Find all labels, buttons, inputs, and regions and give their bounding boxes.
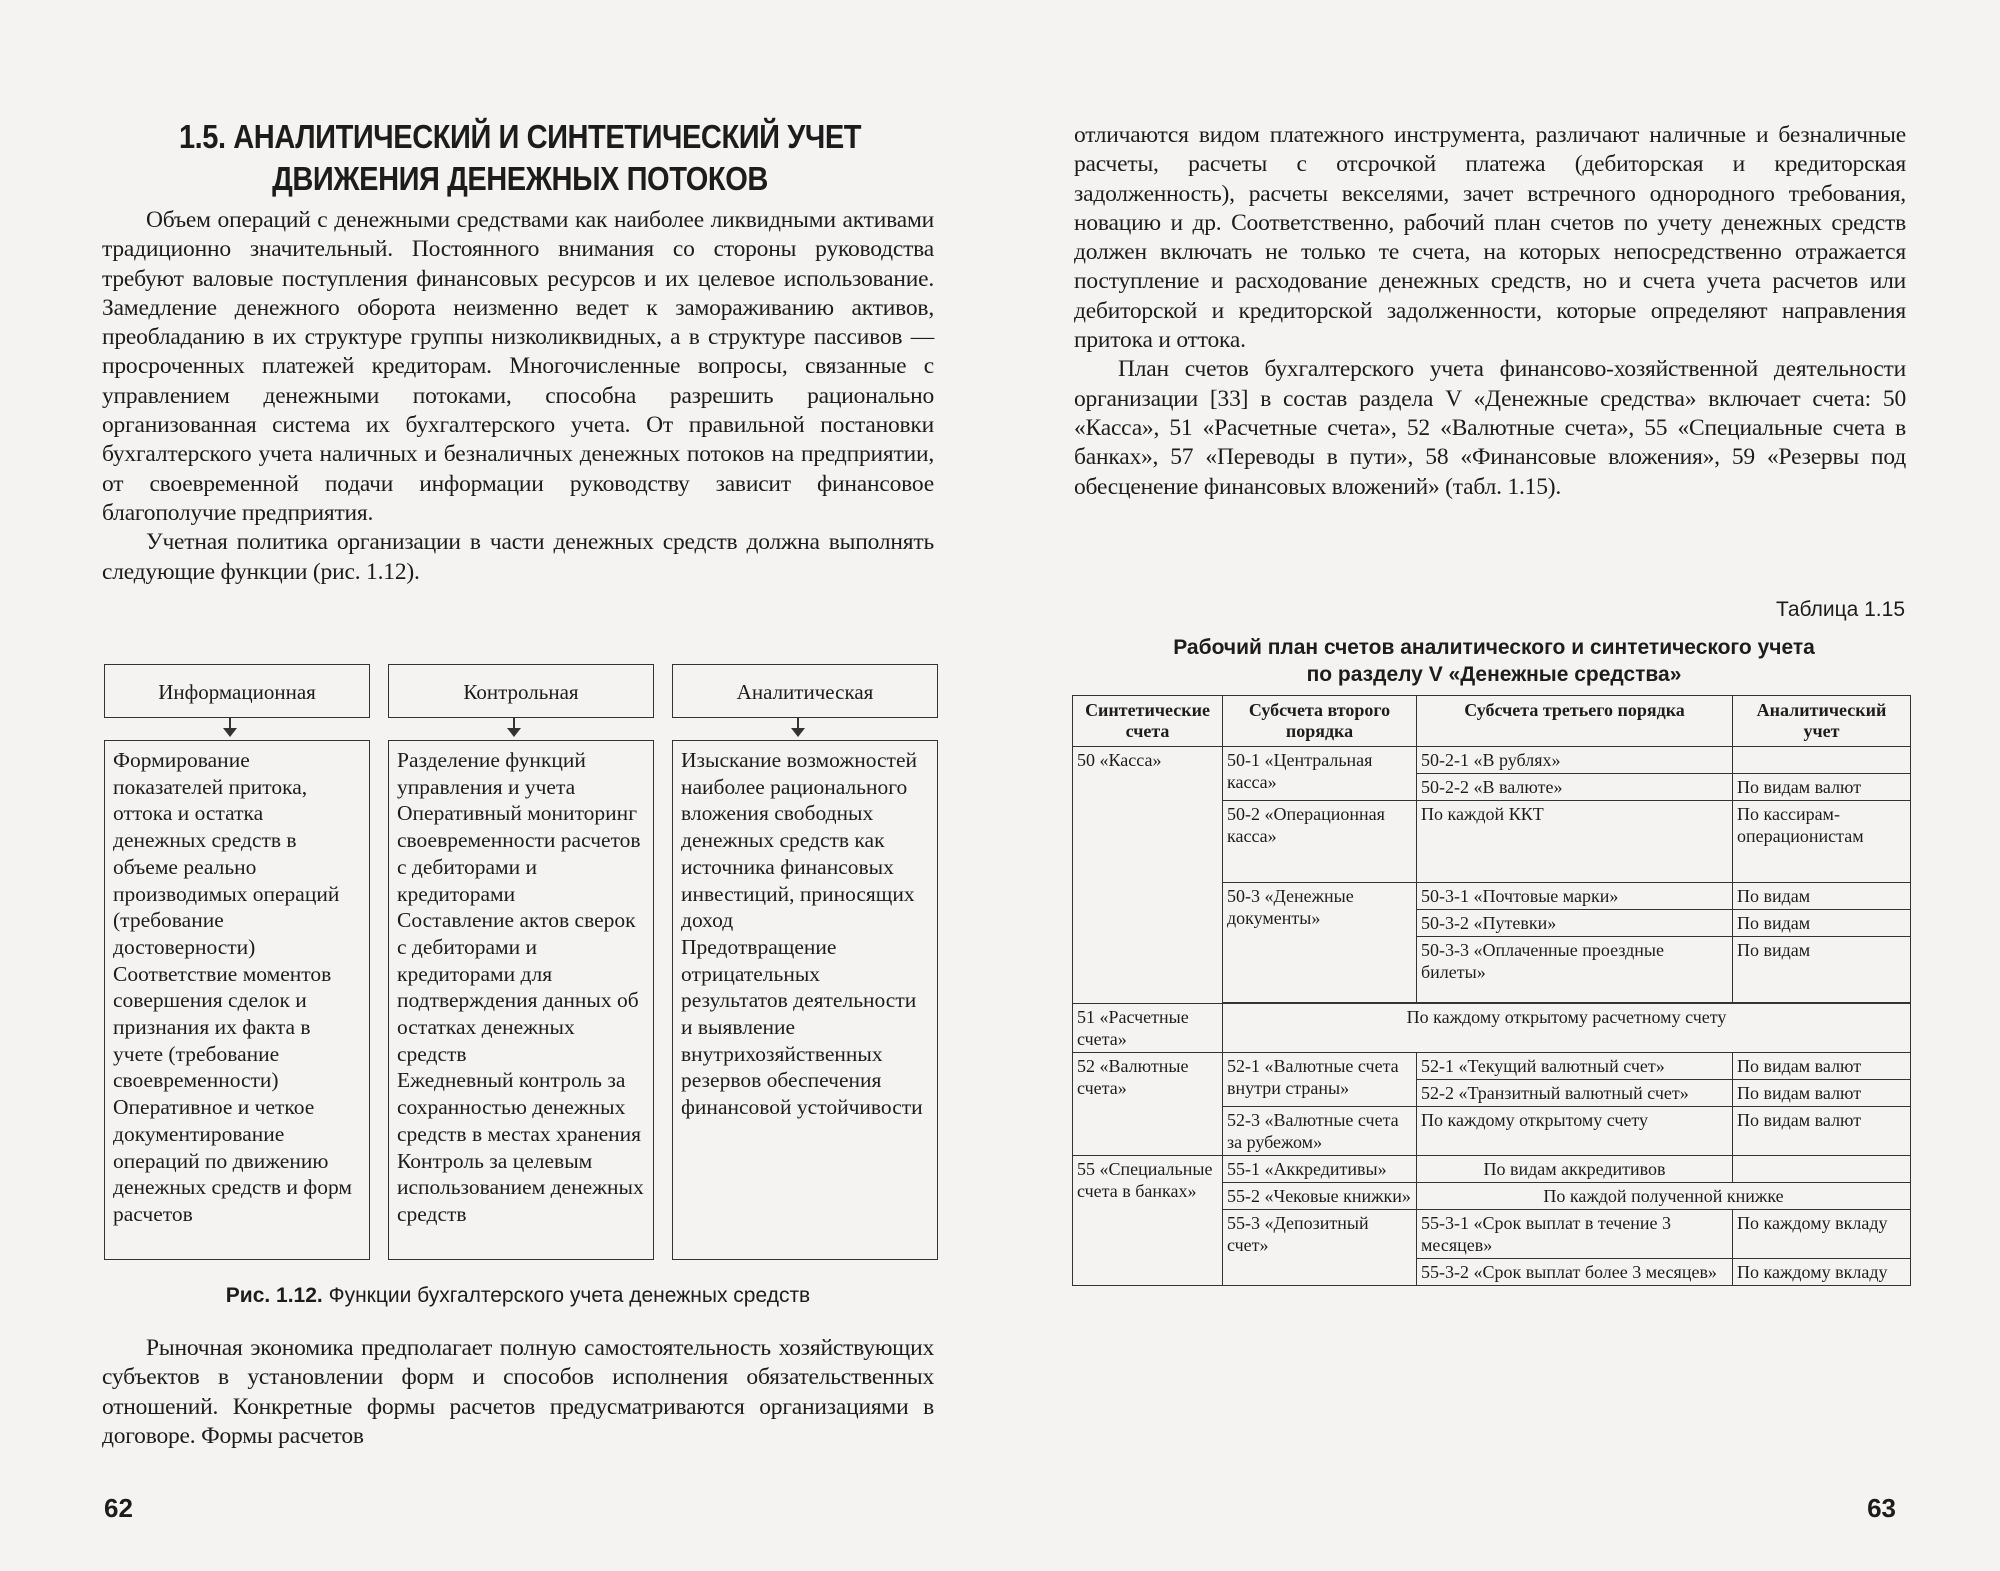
subaccount3-cell: По видам аккредитивов — [1417, 1156, 1733, 1183]
subaccount3-cell: 55-3-1 «Срок выплат в течение 3 месяцев» — [1417, 1210, 1733, 1259]
down-arrow-icon — [507, 728, 521, 737]
subaccount3-cell: 52-1 «Текущий валютный счет» — [1417, 1053, 1733, 1080]
page-number-right: 63 — [1867, 1493, 1896, 1523]
subaccount-cell: 50-1 «Центральная касса» — [1223, 747, 1417, 801]
column-header: Аналитический учет — [1733, 696, 1911, 747]
diagram-body-analytical: Изыскание возможностей наиболее рационального вложения свободных денежных средств как источника финансовых инвестиций, приносящих доход Предотвращение отрицательных результатов деятельности и выявление внутрихозяйственных резервов обеспечения финансовой устойчивости — [672, 740, 938, 1260]
subaccount3-cell: 55-3-2 «Срок выплат более 3 месяцев» — [1417, 1259, 1733, 1286]
arrow-stem — [513, 718, 515, 728]
analytics-cell: По видам валют — [1733, 774, 1911, 801]
column-header: Субсчета третьего порядка — [1417, 696, 1733, 747]
column-header: Субсчета второго порядка — [1223, 696, 1417, 747]
analytics-cell: По кассирам-операционистам — [1733, 801, 1911, 883]
paragraph: План счетов бухгалтерского учета финансово-хозяйственной деятельности организации [33] в состав раздела V «Денежные средства» включает счета: 50 «Касса», 51 «Расчетные счета», 52 «Валютные счета», 55 «Специальные счета в банках», 57 «Переводы в пути», 58 «Финансовые вложения», 59 «Резервы под обесценение финансовых вложений» (табл. 1.15). — [1074, 356, 1906, 500]
subaccount-cell: 50-2 «Операционная касса» — [1223, 801, 1417, 883]
heading-line-1: 1.5. АНАЛИТИЧЕСКИЙ И СИНТЕТИЧЕСКИЙ УЧЕТ — [178, 118, 862, 155]
merged-cell: По каждому открытому расчетному счету — [1223, 1004, 1911, 1053]
analytics-cell: По каждому вкладу — [1733, 1259, 1911, 1286]
subaccount-cell: 52-3 «Валютные счета за рубежом» — [1223, 1107, 1417, 1156]
subaccount-cell: 55-2 «Чековые книжки» — [1223, 1183, 1417, 1210]
subaccount3-cell: 50-3-2 «Путевки» — [1417, 910, 1733, 937]
paragraph: Рыночная экономика предполагает полную самостоятельность хозяйствующих субъектов в установлении форм и способов исполнения обязательственных отношений. Конкретные формы расчетов предусматриваются организациями в договоре. Формы расчетов — [102, 1335, 934, 1449]
account-cell: 52 «Валютные счета» — [1073, 1053, 1223, 1156]
analytics-cell: По видам — [1733, 883, 1911, 910]
subaccount3-cell: По каждому открытому счету — [1417, 1107, 1733, 1156]
account-cell: 50 «Касса» — [1073, 747, 1223, 1004]
subaccount3-cell: 52-2 «Транзитный валютный счет» — [1417, 1080, 1733, 1107]
down-arrow-icon — [791, 728, 805, 737]
diagram-body-informational: Формирование показателей притока, оттока и остатка денежных средств в объеме реально производимых операций (требование достоверности) Соответствие моментов совершения сделок и признания их факта в учете (требование своевременности) Оперативное и четкое документирование операций по движению денежных средств и форм расчетов — [104, 740, 370, 1260]
analytics-cell — [1733, 1156, 1911, 1183]
subaccount-cell: 55-1 «Аккредитивы» — [1223, 1156, 1417, 1183]
diagram-header-control: Контрольная — [388, 664, 654, 718]
left-body-text-bottom — [102, 1334, 934, 1451]
account-cell: 51 «Расчетные счета» — [1073, 1004, 1223, 1053]
accounts-table — [1072, 695, 1911, 1286]
paragraph: Учетная политика организации в части денежных средств должна выполнять следующие функции (рис. 1.12). — [102, 529, 934, 585]
subaccount3-cell: 50-3-3 «Оплаченные проездные билеты» — [1417, 937, 1733, 1003]
right-body-text — [1074, 121, 1906, 502]
analytics-cell: По видам валют — [1733, 1053, 1911, 1080]
subaccount-cell: 55-3 «Депозитный счет» — [1223, 1210, 1417, 1286]
paragraph: отличаются видом платежного инструмента, различают наличные и безналичные расчеты, расчеты с отсрочкой платежа (дебиторская и кредиторская задолженность), расчеты векселями, зачет встречного однородного требования, новацию и др. Соответственно, рабочий план счетов по учету денежных средств должен включать не только те счета, на которых непосредственно отражается поступление и расходование денежных средств, но и счета учета расчетов или дебиторской и кредиторской задолженности, которые определяют направления притока и оттока. — [1074, 122, 1906, 354]
merged-cell: По каждой полученной книжке — [1417, 1183, 1911, 1210]
arrow-stem — [797, 718, 799, 728]
subaccount-cell: 52-1 «Валютные счета внутри страны» — [1223, 1053, 1417, 1107]
table-row — [1073, 1156, 1911, 1183]
diagram-header-analytical: Аналитическая — [672, 664, 938, 718]
page-number-left: 62 — [104, 1493, 133, 1523]
table-title — [1074, 634, 1914, 688]
left-body-text-top — [102, 206, 934, 587]
table-header-row — [1073, 696, 1911, 747]
table-title-line-1: Рабочий план счетов аналитического и синтетического учета — [1173, 636, 1815, 659]
analytics-cell — [1733, 747, 1911, 774]
subaccount3-cell: 50-3-1 «Почтовые марки» — [1417, 883, 1733, 910]
caption-text: Функции бухгалтерского учета денежных средств — [322, 1284, 811, 1307]
right-page — [1000, 0, 2000, 1571]
subaccount3-cell: 50-2-1 «В рублях» — [1417, 747, 1733, 774]
analytics-cell: По видам валют — [1733, 1080, 1911, 1107]
section-heading — [150, 116, 889, 200]
analytics-cell: По видам — [1733, 910, 1911, 937]
column-header: Синтетические счета — [1073, 696, 1223, 747]
table-row — [1073, 1053, 1911, 1080]
analytics-cell: По видам — [1733, 937, 1911, 1003]
heading-line-2: ДВИЖЕНИЯ ДЕНЕЖНЫХ ПОТОКОВ — [272, 160, 768, 197]
figure-caption — [102, 1284, 934, 1308]
subaccount3-cell: По каждой ККТ — [1417, 801, 1733, 883]
table-label: Таблица 1.15 — [1775, 598, 1905, 621]
table-title-line-2: по разделу V «Денежные средства» — [1306, 663, 1682, 686]
subaccount3-cell: 50-2-2 «В валюте» — [1417, 774, 1733, 801]
caption-label: Рис. 1.12. — [225, 1284, 323, 1307]
subaccount-cell: 50-3 «Денежные документы» — [1223, 883, 1417, 1003]
paragraph: Объем операций с денежными средствами как наиболее ликвидными активами традиционно значительный. Постоянного внимания со стороны руководства требуют валовые поступления финансовых ресурсов и их целевое использование. Замедление денежного оборота неизменно ведет к замораживанию активов, преобладанию в их структуре группы низколиквидных, а в структуре пассивов — просроченных платежей кредиторам. Многочисленные вопросы, связанные с управлением денежными потоками, способна разрешить рационально организованная система их бухгалтерского учета. От правильной постановки бухгалтерского учета наличных и безналичных денежных потоков на предприятии, от своевременной подачи информации руководству зависит финансовое благополучие предприятия. — [102, 207, 934, 526]
analytics-cell: По каждому вкладу — [1733, 1210, 1911, 1259]
diagram-body-control: Разделение функций управления и учета Оперативный мониторинг своевременности расчетов с дебиторами и кредиторами Составление актов сверок с дебиторами и кредиторами для подтверждения данных об остатках денежных средств Ежедневный контроль за сохранностью денежных средств в местах хранения Контроль за целевым использованием денежных средств — [388, 740, 654, 1260]
table-row — [1073, 747, 1911, 774]
table-row — [1073, 1004, 1911, 1053]
account-cell: 55 «Специальные счета в банках» — [1073, 1156, 1223, 1286]
down-arrow-icon — [223, 728, 237, 737]
diagram-header-informational: Информационная — [104, 664, 370, 718]
arrow-stem — [229, 718, 231, 728]
analytics-cell: По видам валют — [1733, 1107, 1911, 1156]
